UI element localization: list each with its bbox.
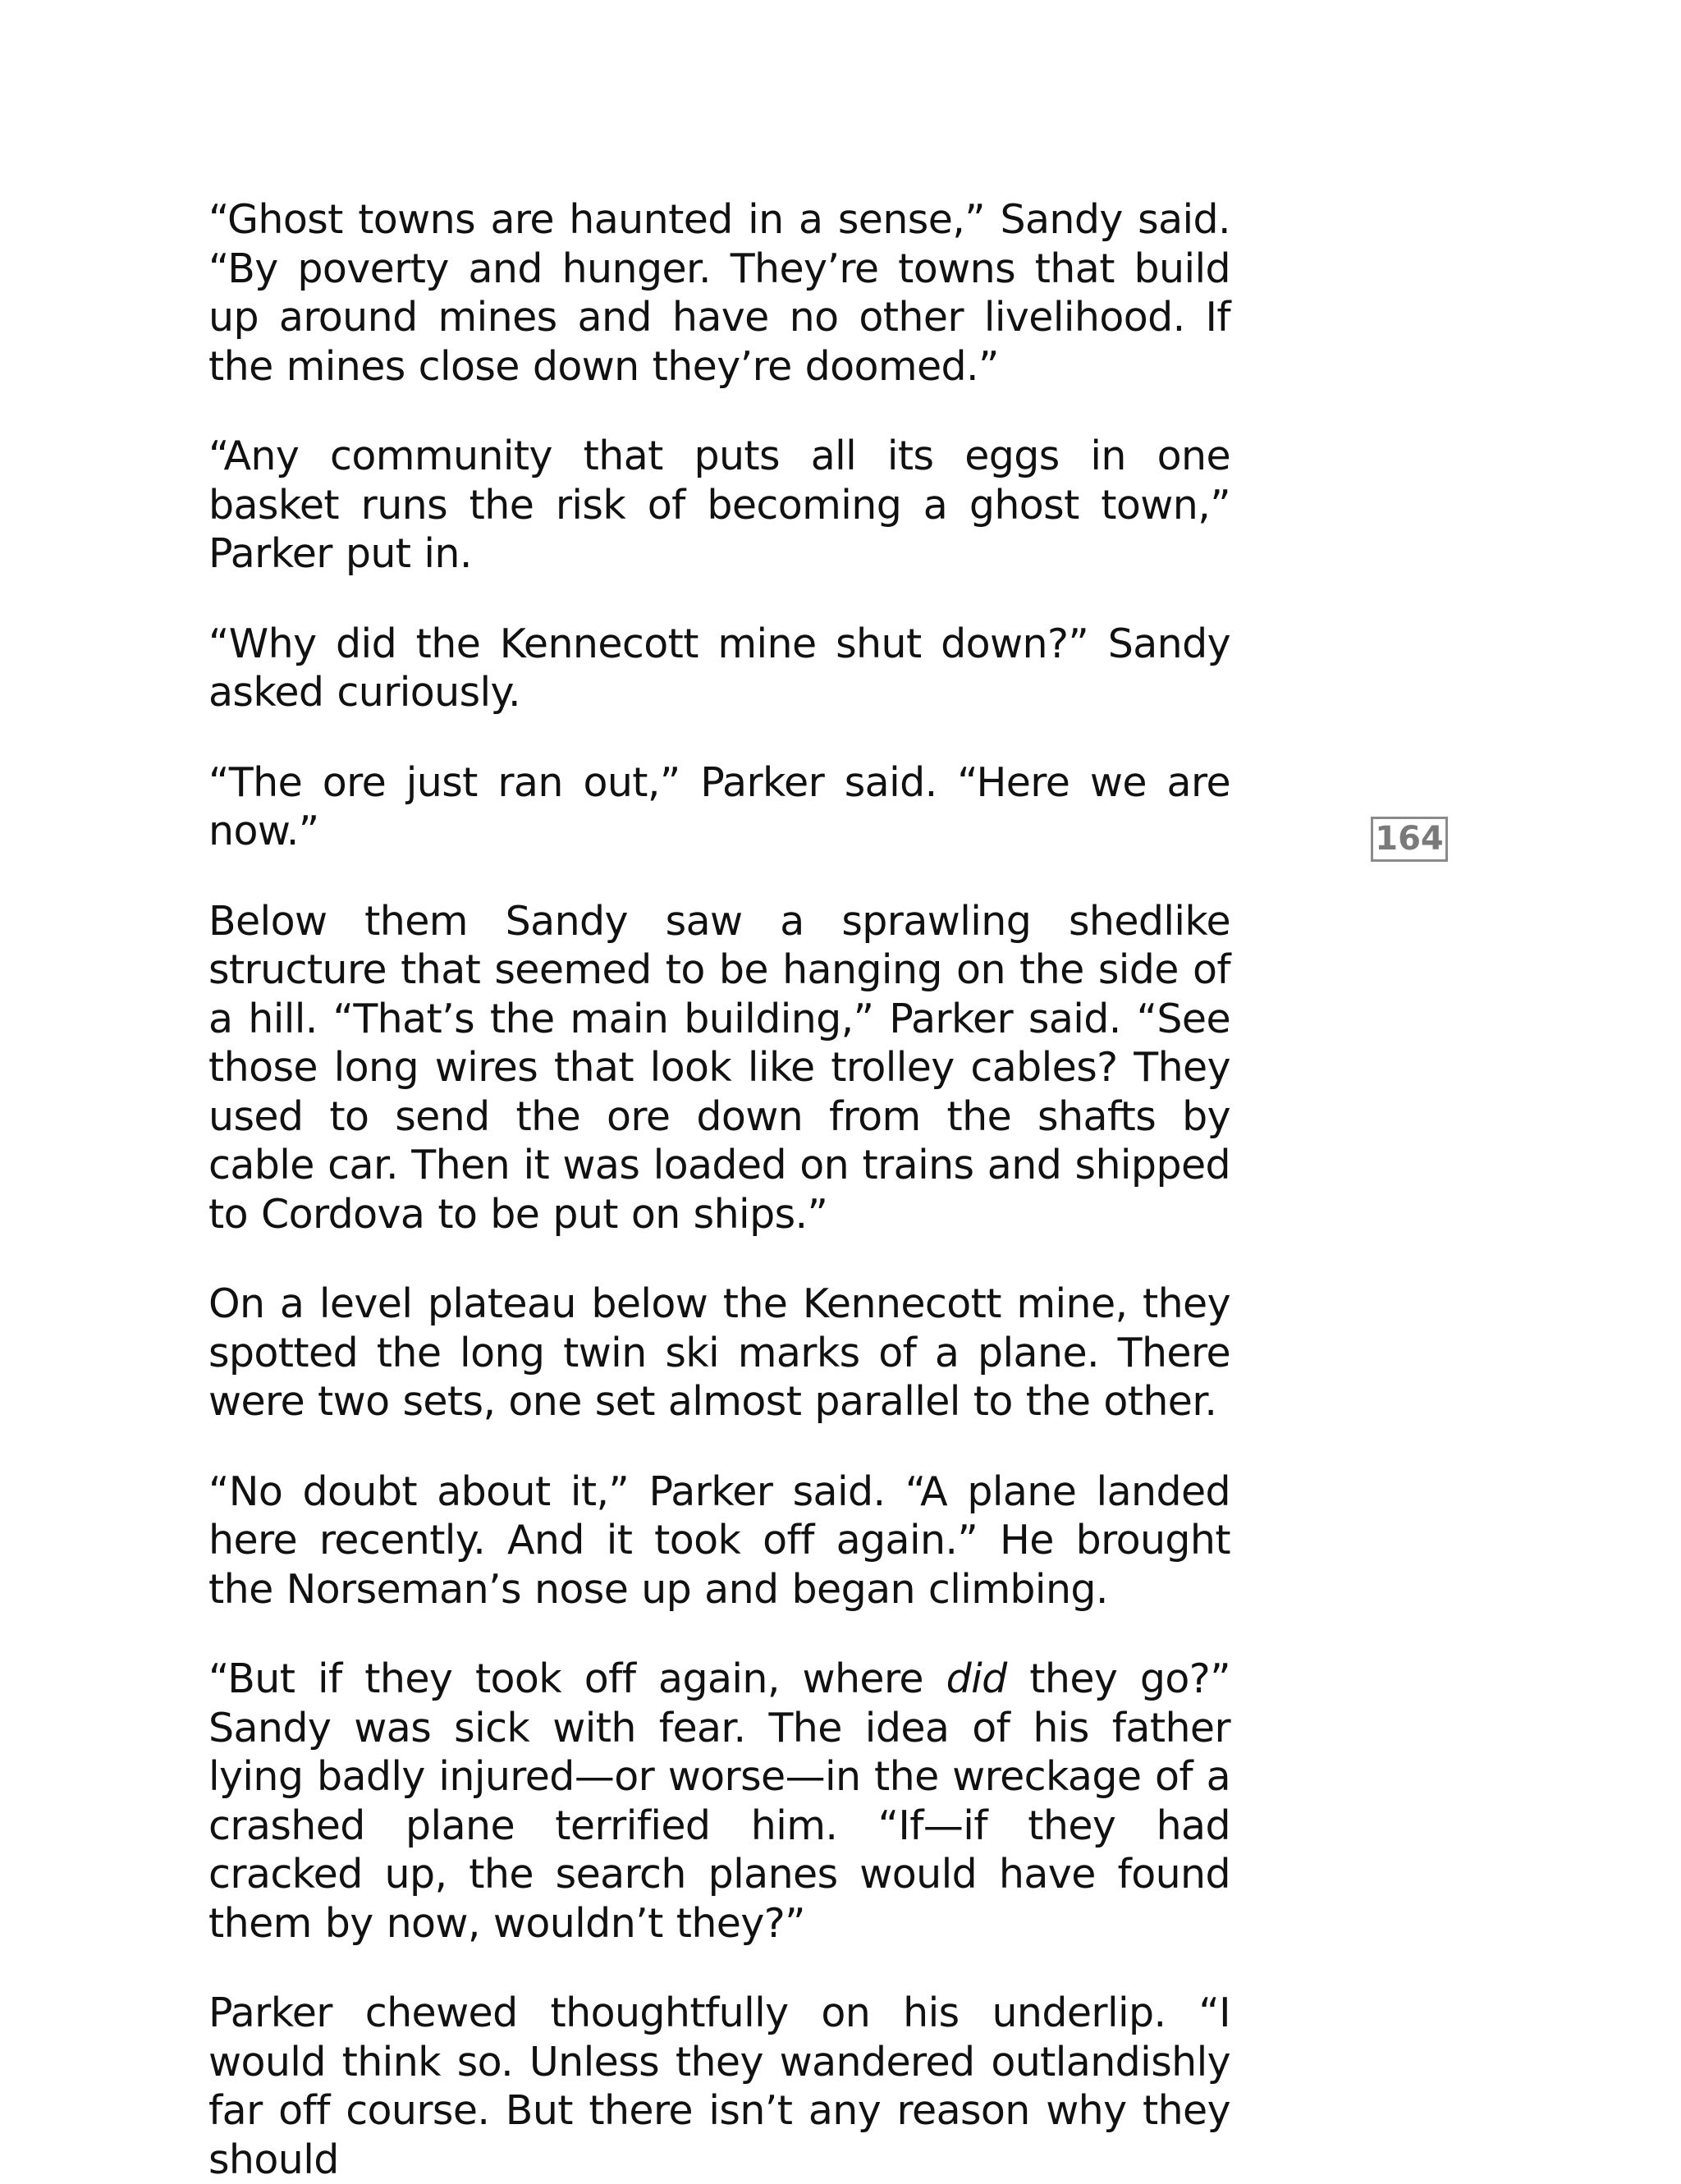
page-number-box: 164 [1371,817,1448,862]
paragraph-ski-marks: On a level plateau below the Kennecott mine, they spotted the long twin ski marks of a plane. There were two sets, one set almost parallel to the other. [208,1280,1230,1425]
paragraph-text-after-emphasis: they go?” Sandy was sick with fear. The idea of his father lying badly injured—or worse—in the wreckage of a crashed plane terrified him. “If—if they had cracked up, the search planes would have found them by now, wouldn’t they?” [208,1655,1230,1947]
paragraph-ghost-towns: “Ghost towns are haunted in a sense,” Sandy said. “By poverty and hunger. They’re towns that build up around mines and have no other livelihood. If the mines close down they’re doomed.” [208,196,1230,390]
paragraph-ore-ran-out: “The ore just ran out,” Parker said. “Here we are now.” [208,758,1230,854]
paragraph-parker-chewed: Parker chewed thoughtfully on his underlip. “I would think so. Unless they wandered outlandishly far off course. But there isn’t any reason why they should [208,1989,1230,2183]
paragraph-main-building: Below them Sandy saw a sprawling shedlike structure that seemed to be hanging on the side of a hill. “That’s the main building,” Parker said. “See those long wires that look like trolley cables? They used to send the ore down from the shafts by cable car. Then it was loaded on trains and shipped to Cordova to be put on ships.” [208,897,1230,1238]
page-body-text [208,195,1230,2184]
paragraph-where-did-they-go [208,1655,1230,1948]
paragraph-text-before-emphasis: “But if they took off again, where [208,1655,946,1702]
emphasized-word: did [946,1655,1007,1702]
paragraph-why-mine-shut-down: “Why did the Kennecott mine shut down?” Sandy asked curiously. [208,620,1230,716]
paragraph-plane-landed: “No doubt about it,” Parker said. “A plane landed here recently. And it took off again.” He brought the Norseman’s nose up and began climbing. [208,1467,1230,1613]
paragraph-eggs-in-one-basket: “Any community that puts all its eggs in one basket runs the risk of becoming a ghost town,” Parker put in. [208,433,1230,577]
